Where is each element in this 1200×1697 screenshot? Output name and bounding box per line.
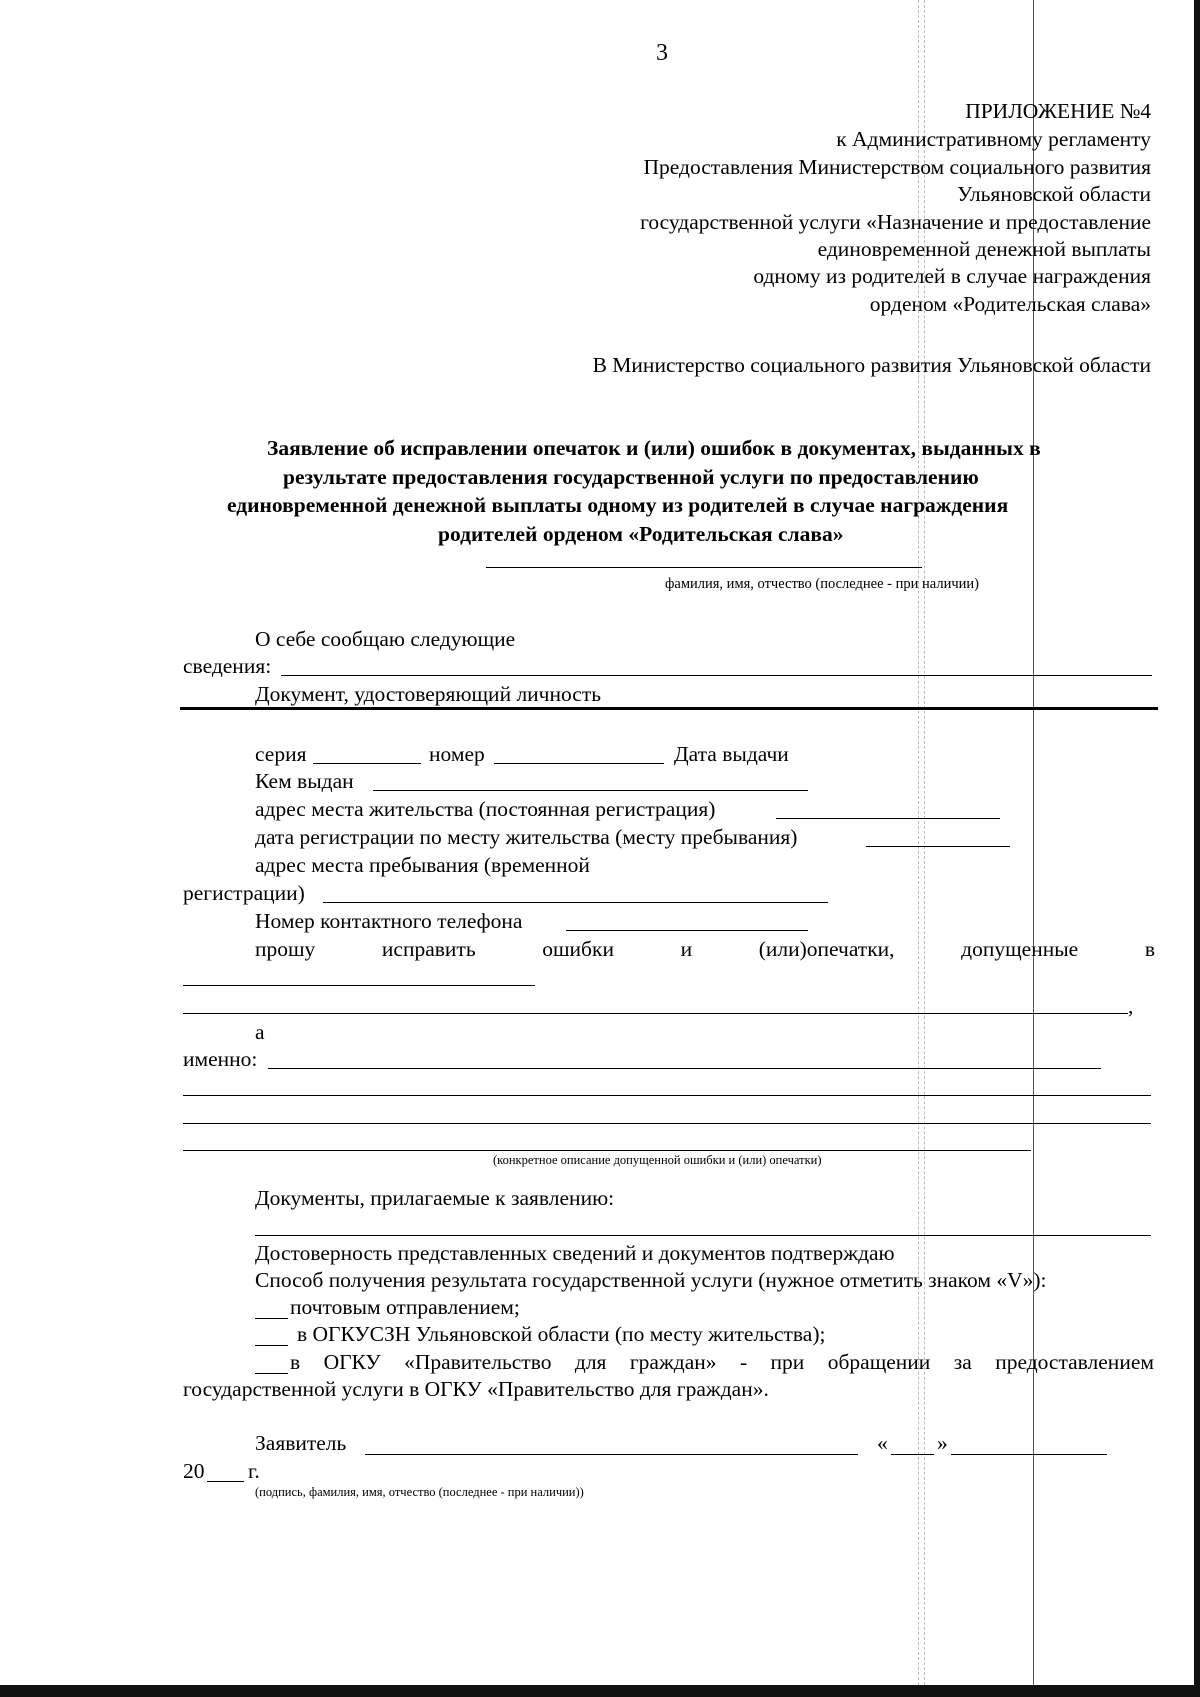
appendix-line: Ульяновской области [957,182,1151,206]
address-temp-label: адрес места пребывания (временной [255,853,590,877]
option-1-label: почтовым отправлением; [290,1295,520,1319]
quote-close: » [937,1431,948,1455]
phone-input-line[interactable] [566,930,808,931]
phone-label: Номер контактного телефона [255,909,523,933]
fio-input-line[interactable] [486,567,922,568]
option-3-word: в [290,1350,301,1374]
page-number: 3 [656,40,668,66]
option-2-checkbox[interactable] [255,1345,288,1346]
nomer-input-line[interactable] [494,763,664,764]
option-3-word: «Правительство [404,1350,552,1374]
request-line [255,936,1155,962]
kem-vydan-input-line[interactable] [373,790,808,791]
kem-vydan-label: Кем выдан [255,769,354,793]
year-input-line[interactable] [207,1481,244,1482]
option-3-word: за [953,1350,972,1374]
option-3-label-cont: государственной услуги в ОГКУ «Правительство для граждан». [183,1377,769,1401]
registration-date-label: дата регистрации по месту жительства (месту пребывания) [255,825,798,849]
option-3-word: ОГКУ [323,1350,381,1374]
document-input-line-2[interactable] [183,1013,1128,1014]
svedeniya-label: сведения: [183,654,272,678]
option-2-label: в ОГКУСЗН Ульяновской области (по месту жительства); [297,1322,826,1346]
request-word: и [680,937,693,961]
option-3-word: при [770,1350,805,1374]
option-3-word: обращении [827,1350,931,1374]
request-word: допущенные [961,937,1079,961]
data-vydachi-label: Дата выдачи [674,742,789,766]
appendix-title: ПРИЛОЖЕНИЕ №4 [965,99,1151,123]
request-word: в [1144,937,1155,961]
option-1-checkbox[interactable] [255,1318,288,1319]
registration-date-input-line[interactable] [866,846,1010,847]
appendix-line: Предоставления Министерством социального развития [643,155,1151,179]
heading-line: родителей орденом «Родительская слава» [438,522,844,546]
attached-docs-label: Документы, прилагаемые к заявлению: [255,1186,615,1210]
appendix-line: государственной услуги «Назначение и предоставление [640,210,1151,234]
request-word: (или)опечатки, [758,937,895,961]
a-label: а [255,1020,265,1044]
seriya-label: серия [255,742,307,766]
error-description-line[interactable] [183,1095,1151,1096]
appendix-line: одному из родителей в случае награждения [753,264,1151,288]
scan-edge-right [1194,0,1200,1697]
nomer-label: номер [429,742,485,766]
imenno-label: именно: [183,1047,258,1071]
appendix-line: орденом «Родительская слава» [869,292,1151,316]
document-input-line[interactable] [183,985,535,986]
heading-line: результате предоставления государственной услуги по предоставлению [283,465,979,489]
option-3-word: для [574,1350,607,1374]
id-document-input-line[interactable] [180,707,1158,710]
error-caption: (конкретное описание допущенной ошибки и (или) опечатки) [493,1153,822,1167]
month-input-line[interactable] [951,1454,1107,1455]
heading-line: единовременной денежной выплаты одному из родителей в случае награждения [227,493,1009,517]
applicant-label: Заявитель [255,1431,347,1455]
request-word: исправить [381,937,476,961]
confirm-text: Достоверность представленных сведений и документов подтверждаю [255,1241,895,1265]
option-3-word: граждан» [629,1350,717,1374]
id-document-label: Документ, удостоверяющий личность [255,682,602,706]
appendix-line: к Административному регламенту [836,127,1151,151]
address-temp-label-cont: регистрации) [183,881,305,905]
method-text: Способ получения результата государственной услуги (нужное отметить знаком «V»): [255,1268,1047,1292]
address-permanent-input-line[interactable] [776,818,1000,819]
imenno-input-line[interactable] [268,1068,1101,1069]
addressee: В Министерство социального развития Ульяновской области [592,353,1151,377]
request-word: ошибки [542,937,614,961]
attached-docs-input-line[interactable] [255,1235,1151,1236]
year-suffix: г. [248,1459,260,1483]
option-3-checkbox[interactable] [255,1373,288,1374]
about-self-label: О себе сообщаю следующие [255,627,516,651]
quote-open: « [877,1431,888,1455]
error-description-line[interactable] [183,1123,1151,1124]
heading-line: Заявление об исправлении опечаток и (или) ошибок в документах, выданных в [267,436,1041,460]
svedeniya-input-line[interactable] [281,675,1152,676]
applicant-signature-line[interactable] [365,1454,858,1455]
option-3-word: - [739,1350,748,1374]
scan-edge-bottom [0,1685,1200,1697]
error-description-line[interactable] [183,1150,1031,1151]
day-input-line[interactable] [891,1454,934,1455]
address-permanent-label: адрес места жительства (постоянная регистрация) [255,797,716,821]
address-temp-input-line[interactable] [323,902,828,903]
option-3-word: предоставлением [995,1350,1154,1374]
request-word: прошу [255,937,316,961]
signature-caption: (подпись, фамилия, имя, отчество (последнее - при наличии)) [255,1485,584,1499]
fio-caption: фамилия, имя, отчество (последнее - при наличии) [665,576,979,592]
option-3-line [290,1349,1154,1375]
comma: , [1128,994,1134,1018]
seriya-input-line[interactable] [313,763,421,764]
appendix-line: единовременной денежной выплаты [817,237,1151,261]
year-prefix: 20 [183,1459,205,1483]
